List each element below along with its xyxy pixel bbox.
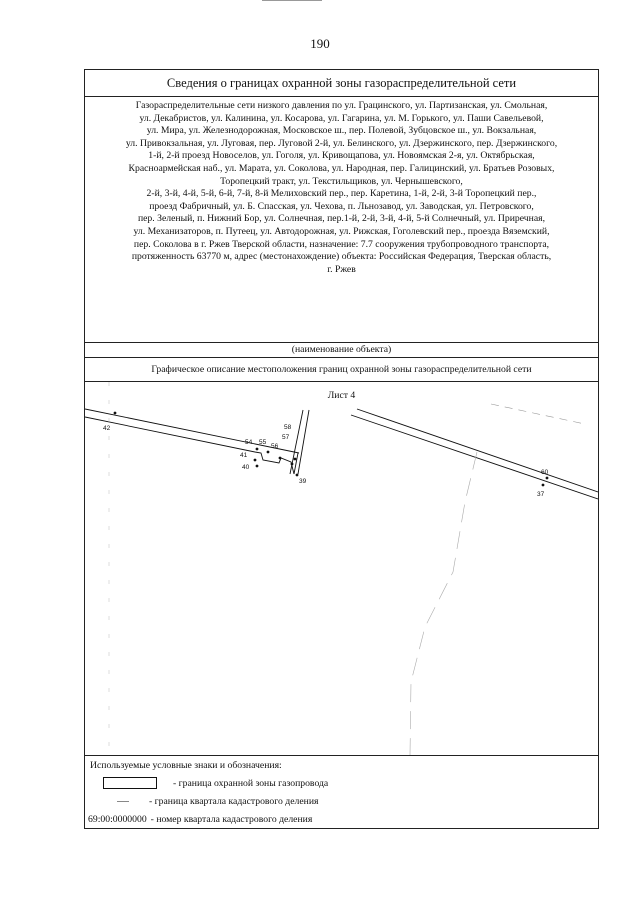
boundary-point-55 [267, 451, 270, 454]
legend [85, 756, 598, 829]
object-line: Торопецкий тракт, ул. Текстильщиков, ул. Чернышевского, [220, 175, 463, 187]
point-label-55: 55 [259, 439, 267, 446]
point-label-39: 39 [299, 478, 307, 485]
zone-boundary-line [85, 409, 299, 453]
object-line: Красноармейская наб., ул. Марата, ул. Соколова, ул. Народная, пер. Галицинский, ул. Братьев Розовых, [128, 162, 555, 174]
object-caption: (наименование объекта) [85, 343, 598, 358]
sheet-label: Лист 4 [327, 390, 356, 401]
point-label-57: 57 [282, 434, 290, 441]
object-line: г. Ржев [327, 263, 356, 275]
legend-quarter-boundary-text: - граница квартала кадастрового деления [149, 796, 319, 807]
object-line: протяженность 63770 м, адрес (местонахождение) объекта: Российская Федерация, Тверская область, [131, 251, 552, 263]
point-label-40: 40 [242, 464, 250, 471]
object-line: 2-й, 3-й, 4-й, 5-й, 6-й, 7-й, 8-й Мелиховский пер., пер. Каретина, 1-й, 2-й, 3-й Торопецкий пер., [146, 188, 537, 200]
boundary-point-58 [294, 458, 297, 461]
cadastral-quarter-boundary [491, 404, 585, 424]
object-line: 1-й, 2-й проезд Новоселов, ул. Гоголя, ул. Кривощапова, ул. Новоямская 2-я, ул. Октябрьская, [148, 150, 535, 162]
boundary-map [85, 382, 598, 756]
zone-boundary-line [357, 409, 598, 492]
legend-title: Используемые условные знаки и обозначения: [90, 760, 282, 771]
object-line: ул. Привокзальная, ул. Луговая, пер. Луговой 2-й, ул. Белинского, ул. Дзержинского, пер. Дзержинского, [125, 137, 558, 149]
zone-boundary-line [351, 415, 598, 499]
page-number: 190 [310, 36, 330, 51]
point-label-58: 58 [284, 424, 292, 431]
quarter-boundary-symbol [117, 801, 129, 802]
boundary-point-41 [254, 459, 257, 462]
legend-quarter-number [88, 814, 312, 825]
boundary-point-60 [546, 477, 549, 480]
object-description [85, 97, 598, 343]
boundary-point-56 [279, 457, 282, 460]
cadastral-quarter-boundary [410, 452, 477, 755]
boundary-point-40 [256, 465, 259, 468]
quarter-code-sample: 69:00:0000000 [88, 814, 147, 825]
object-line: Газораспределительные сети низкого давления по ул. Грацинского, ул. Партизанская, ул. Смольная, [135, 100, 548, 111]
boundary-point-57 [291, 463, 294, 466]
boundary-point-54 [256, 448, 259, 451]
legend-zone-boundary-text: - граница охранной зоны газопровода [173, 777, 329, 789]
point-label-42: 42 [103, 425, 111, 432]
object-line: ул. Механизаторов, п. Путеец, ул. Автодорожная, ул. Рижская, Гоголевский пер., проезда Вяземский, [133, 225, 550, 237]
boundary-point-37 [542, 484, 545, 487]
zone-boundary-symbol [103, 777, 157, 789]
document-frame [84, 69, 599, 829]
zone-boundary-line [298, 410, 309, 474]
point-label-37: 37 [537, 491, 545, 498]
boundary-point-39 [296, 474, 299, 477]
object-line: пер. Соколова в г. Ржев Тверской области, назначение: 7.7 сооружения трубопроводного транспорта, [133, 238, 550, 250]
legend-quarter-number-text: - номер квартала кадастрового деления [150, 814, 313, 825]
zone-boundary-line [294, 453, 298, 474]
point-label-54: 54 [245, 439, 253, 446]
boundary-map-drawing [85, 382, 598, 755]
point-label-56: 56 [271, 443, 279, 450]
legend-quarter-boundary [111, 796, 318, 807]
object-line: проезд Фабричный, ул. Б. Спасская, ул. Чехова, п. Льнозавод, ул. Заводская, ул. Петровского, [149, 200, 534, 212]
point-label-41: 41 [240, 452, 248, 459]
graphic-description-title: Графическое описание местоположения границ охранной зоны газораспределительной сети [85, 358, 598, 382]
scan-edge-line [262, 0, 322, 1]
legend-zone-boundary [103, 777, 328, 789]
point-label-60: 60 [541, 469, 549, 476]
object-line: ул. Мира, ул. Железнодорожная, Московское ш., пер. Полевой, Зубцовское ш., ул. Вокзальная, [146, 125, 537, 137]
document-title: Сведения о границах охранной зоны газораспределительной сети [85, 70, 598, 97]
object-line: ул. Декабристов, ул. Калинина, ул. Косарова, ул. Гагарина, ул. М. Горького, ул. Паши Савельевой, [139, 112, 544, 124]
boundary-point-42 [114, 412, 117, 415]
object-line: пер. Зеленый, п. Нижний Бор, ул. Солнечная, пер.1-й, 2-й, 3-й, 4-й, 5-й Солнечный, ул. Приречная, [137, 213, 546, 225]
